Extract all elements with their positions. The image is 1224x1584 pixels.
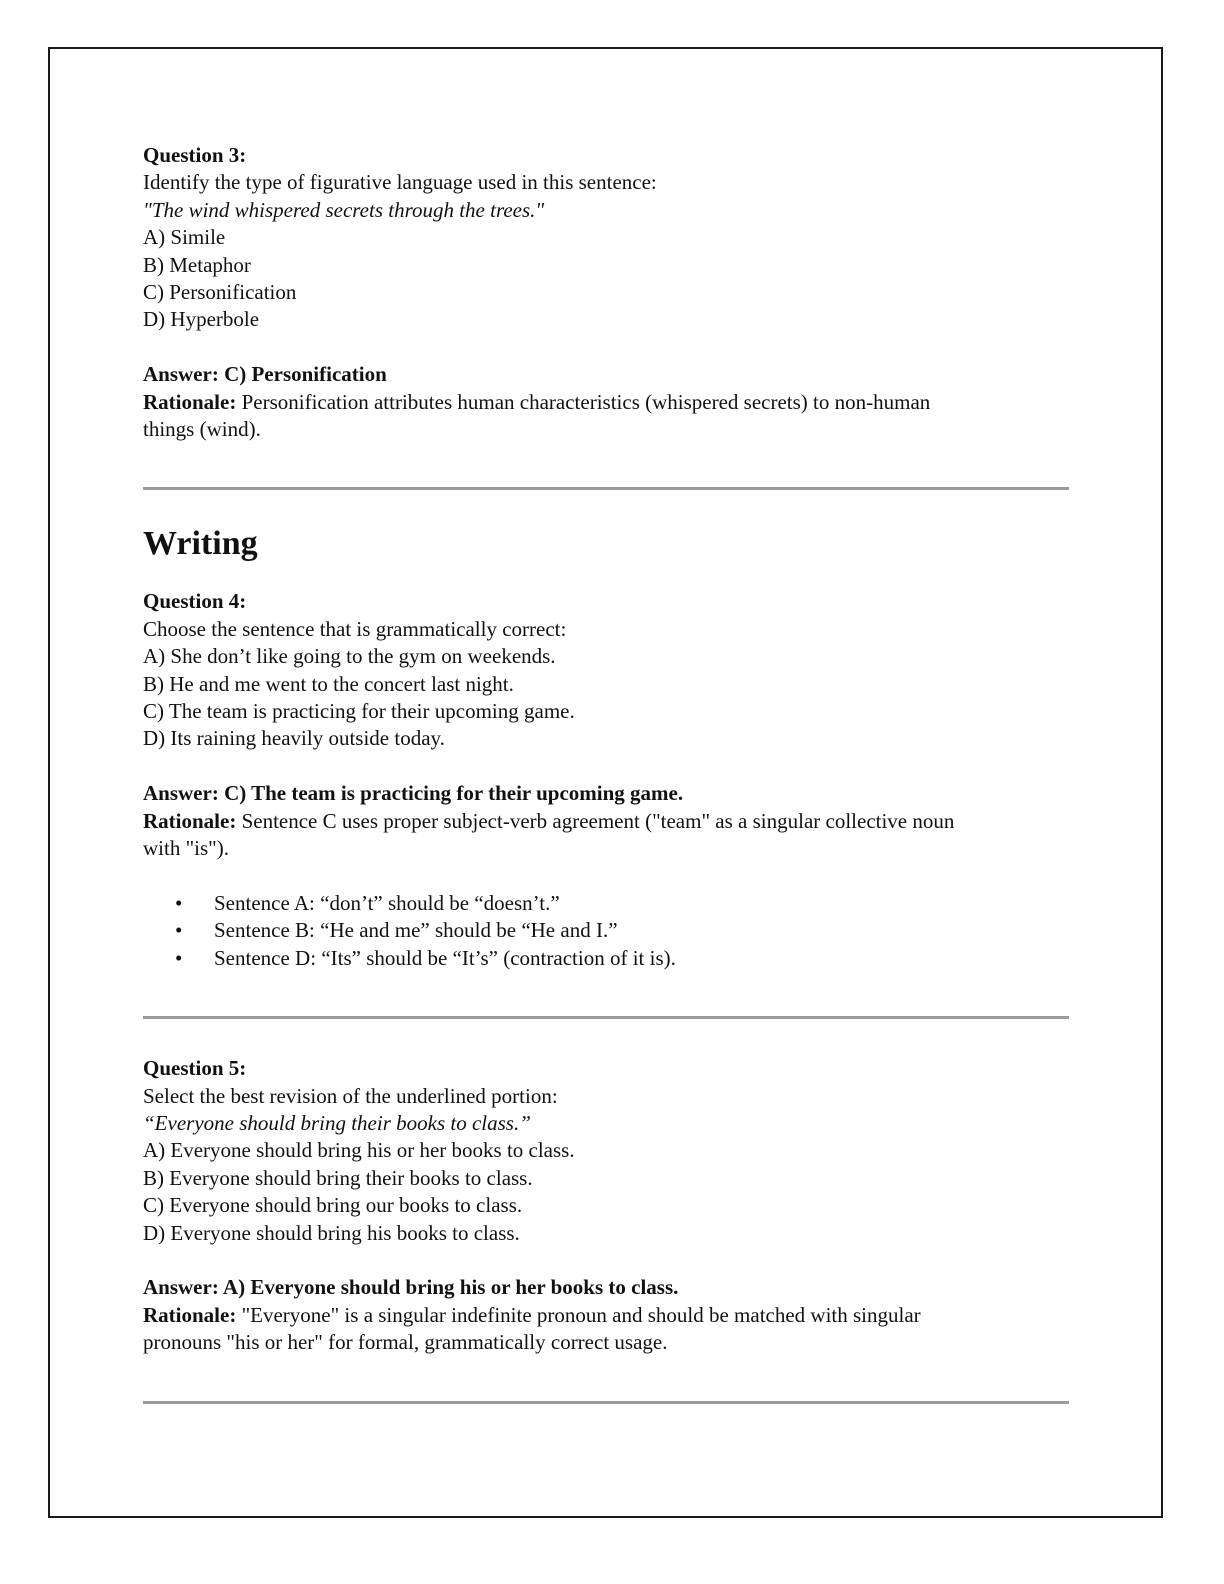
question-4	[143, 588, 1073, 972]
question-title: Question 5:	[143, 1056, 247, 1081]
answer-option: C) The team is practicing for their upcoming game.	[143, 699, 575, 724]
list-item-text: Sentence D: “Its” should be “It’s” (contraction of it is).	[214, 945, 676, 970]
bullet-icon: •	[175, 890, 183, 915]
question-prompt: Identify the type of figurative language used in this sentence:	[143, 170, 657, 195]
answer-option: D) Hyperbole	[143, 307, 260, 332]
rationale-text-continued: things (wind).	[143, 417, 261, 442]
answer-option: A) Everyone should bring his or her books to class.	[143, 1138, 575, 1163]
answer-option: B) Metaphor	[143, 252, 251, 277]
question-prompt: Select the best revision of the underlined portion:	[143, 1083, 558, 1108]
answer-option: A) She don’t like going to the gym on weekends.	[143, 644, 556, 669]
list-item-text: Sentence A: “don’t” should be “doesn’t.”	[214, 890, 560, 915]
bullet-list	[143, 890, 1073, 972]
answer-line: Answer: C) Personification	[143, 362, 387, 387]
page-content	[143, 142, 1073, 1404]
answer-option: C) Personification	[143, 280, 297, 305]
answer-option: D) Everyone should bring his books to class.	[143, 1220, 520, 1245]
rationale-text-continued: with "is").	[143, 836, 229, 861]
rationale-label: Rationale:	[143, 1302, 237, 1327]
rationale	[143, 389, 1073, 416]
answer-option: B) Everyone should bring their books to class.	[143, 1165, 533, 1190]
question-title: Question 3:	[143, 143, 247, 167]
answer-option: D) Its raining heavily outside today.	[143, 726, 445, 751]
list-item	[143, 945, 1073, 972]
answer-line: Answer: C) The team is practicing for their upcoming game.	[143, 781, 684, 806]
answer-option: B) He and me went to the concert last night.	[143, 671, 514, 696]
answer-option: C) Everyone should bring our books to class.	[143, 1193, 523, 1218]
question-5	[143, 1055, 1073, 1356]
divider	[143, 1401, 1069, 1404]
question-title: Question 4:	[143, 589, 247, 614]
question-3	[143, 142, 1073, 443]
rationale-text: "Everyone" is a singular indefinite pronoun and should be matched with singular	[236, 1302, 921, 1327]
question-prompt: Choose the sentence that is grammatically correct:	[143, 616, 567, 641]
rationale-text: Personification attributes human characteristics (whispered secrets) to non-human	[236, 389, 931, 414]
section-heading: Writing	[143, 525, 258, 563]
list-item-text: Sentence B: “He and me” should be “He and I.”	[214, 918, 618, 943]
rationale-text: Sentence C uses proper subject-verb agreement ("team" as a singular collective noun	[236, 808, 955, 833]
list-item	[143, 917, 1073, 944]
rationale-label: Rationale:	[143, 389, 237, 414]
question-quote: “Everyone should bring their books to class.”	[143, 1110, 531, 1135]
bullet-icon: •	[175, 945, 183, 970]
rationale-text-continued: pronouns "his or her" for formal, grammatically correct usage.	[143, 1330, 668, 1355]
rationale	[143, 808, 1073, 835]
rationale	[143, 1302, 1073, 1329]
answer-option: A) Simile	[143, 225, 226, 250]
rationale-label: Rationale:	[143, 808, 237, 833]
question-quote: "The wind whispered secrets through the trees."	[143, 197, 545, 222]
bullet-icon: •	[175, 918, 183, 943]
list-item	[143, 890, 1073, 917]
answer-line: Answer: A) Everyone should bring his or her books to class.	[143, 1275, 679, 1300]
